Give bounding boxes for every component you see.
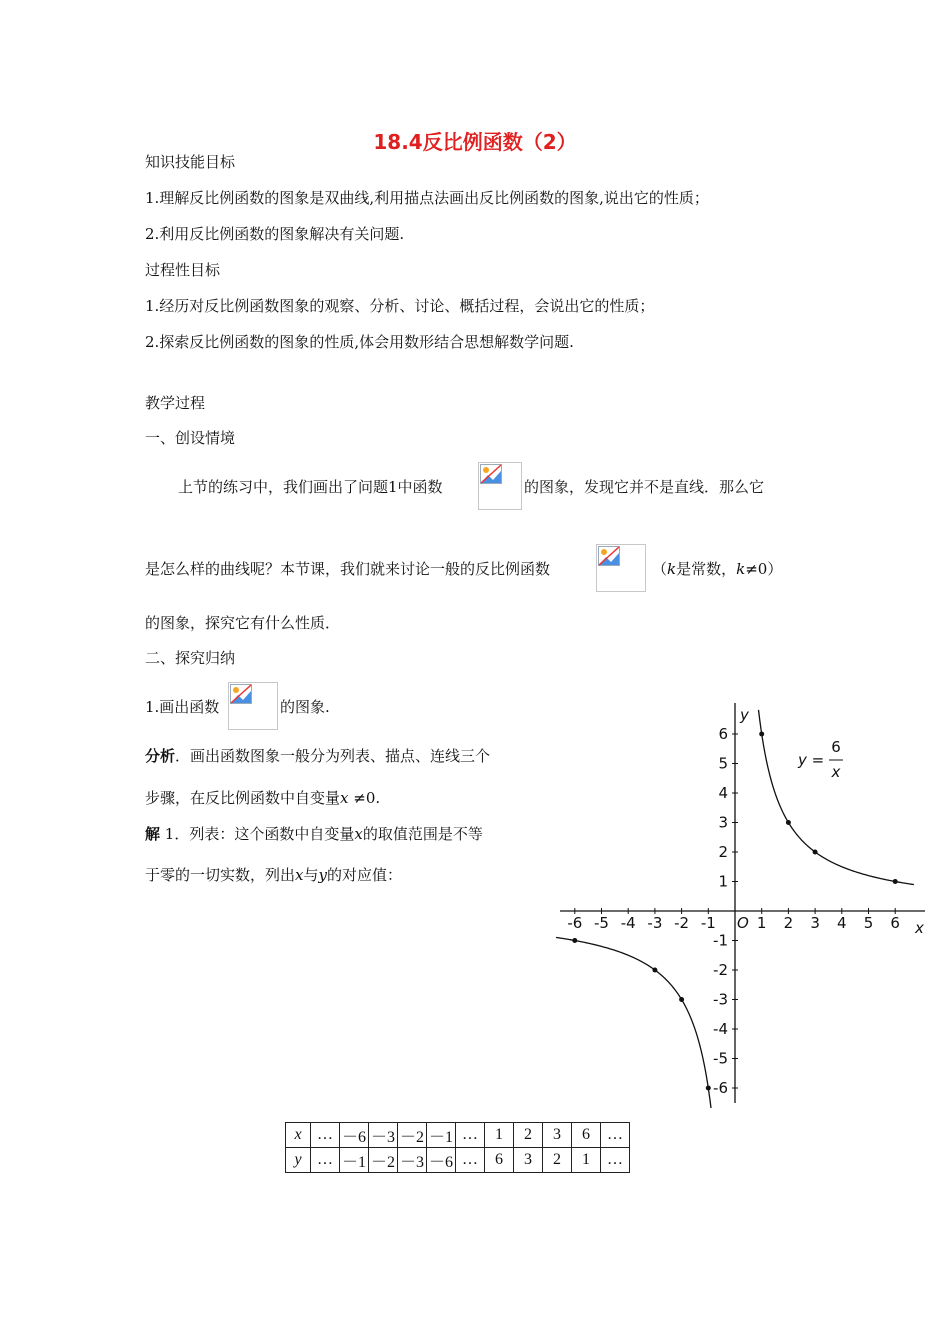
task-text-b: 的图象. bbox=[280, 698, 330, 716]
data-point bbox=[572, 938, 577, 943]
y-tick-label: -1 bbox=[713, 931, 728, 950]
y-tick-label: -4 bbox=[713, 1020, 728, 1038]
solution-line-2: 于零的一切实数，列出x与y的对应值： bbox=[145, 866, 402, 884]
knowledge-goal-2: 2.利用反比例函数的图象解决有关问题. bbox=[145, 225, 405, 243]
section1-line1-b: 的图象，发现它并不是直线．那么它 bbox=[524, 478, 765, 496]
formula-image-placeholder bbox=[228, 682, 278, 730]
equation-lhs: y = bbox=[798, 751, 825, 769]
table-x-label: x bbox=[286, 1123, 311, 1148]
table-y-label: y bbox=[286, 1148, 311, 1173]
task-text-a: 1.画出函数 bbox=[145, 698, 220, 716]
table-x-cell: －6 bbox=[340, 1123, 369, 1148]
x-tick-label: -6 bbox=[567, 914, 583, 932]
data-point bbox=[706, 1086, 711, 1091]
analysis-line-1: 分析．画出函数图象一般分为列表、描点、连线三个 bbox=[145, 747, 491, 765]
section1-line2-a: 是怎么样的曲线呢？本节课，我们就来讨论一般的反比例函数 bbox=[145, 560, 551, 578]
equation-denominator: x bbox=[831, 763, 841, 781]
curve-branch-negative bbox=[556, 937, 711, 1108]
y-tick-label: 3 bbox=[718, 813, 728, 832]
analysis-line-2: 步骤，在反比例函数中自变量x ≠0. bbox=[145, 789, 381, 807]
process-goal-2: 2.探索反比例函数的图象的性质,体会用数形结合思想解数学问题. bbox=[145, 333, 574, 351]
y-tick-label: -2 bbox=[713, 961, 728, 979]
table-y-cell: －1 bbox=[340, 1148, 369, 1173]
table-y-cell: … bbox=[456, 1148, 485, 1173]
x-tick-label: -5 bbox=[594, 914, 609, 932]
knowledge-goals-heading: 知识技能目标 bbox=[145, 153, 236, 171]
data-point bbox=[893, 879, 898, 884]
y-tick-label: -6 bbox=[713, 1079, 728, 1097]
y-tick-label: 5 bbox=[718, 754, 728, 773]
page-title: 18.4反比例函数（2） bbox=[373, 130, 577, 154]
x-tick-label: -4 bbox=[620, 914, 636, 932]
table-x-cell: … bbox=[601, 1123, 630, 1148]
table-y-cell: … bbox=[601, 1148, 630, 1173]
section2-heading: 二、探究归纳 bbox=[145, 649, 236, 667]
y-tick-label: -5 bbox=[713, 1049, 728, 1068]
x-axis-label: x bbox=[915, 919, 924, 937]
equation-numerator: 6 bbox=[831, 738, 841, 756]
table-x-cell: 3 bbox=[543, 1123, 572, 1148]
hyperbola-graph bbox=[555, 698, 930, 1108]
table-y-cell: 3 bbox=[514, 1148, 543, 1173]
curve-branch-positive bbox=[759, 710, 914, 885]
value-table bbox=[285, 1122, 630, 1173]
table-y-cell: 2 bbox=[543, 1148, 572, 1173]
x-tick-label: -2 bbox=[674, 914, 690, 932]
y-axis-label: y bbox=[740, 706, 749, 724]
section1-line1-a: 上节的练习中，我们画出了问题1中函数 bbox=[178, 478, 443, 496]
y-tick-label: 1 bbox=[718, 872, 728, 891]
broken-image-icon bbox=[480, 464, 502, 484]
table-x-cell: … bbox=[456, 1123, 485, 1148]
section1-line3: 的图象，探究它有什么性质． bbox=[145, 614, 341, 632]
table-y-cell: … bbox=[311, 1148, 340, 1173]
y-tick-label: 4 bbox=[718, 784, 728, 802]
process-goals-heading: 过程性目标 bbox=[145, 261, 221, 279]
x-tick-label: -1 bbox=[700, 914, 716, 932]
table-y-cell: －6 bbox=[427, 1148, 456, 1173]
table-y-cell: －3 bbox=[398, 1148, 427, 1173]
x-tick-label: 2 bbox=[783, 914, 794, 932]
x-tick-label: -3 bbox=[647, 914, 663, 932]
table-x-cell: －2 bbox=[398, 1123, 427, 1148]
data-point bbox=[652, 968, 657, 973]
broken-image-icon bbox=[230, 684, 252, 704]
section1-line2-b: （k是常数，k≠0） bbox=[652, 560, 783, 578]
broken-image-icon bbox=[598, 546, 620, 566]
formula-image-placeholder bbox=[596, 544, 646, 592]
x-tick-label: 6 bbox=[890, 914, 900, 932]
x-tick-label: 5 bbox=[863, 914, 874, 932]
process-goal-1: 1.经历对反比例函数图象的观察、分析、讨论、概括过程，会说出它的性质； bbox=[145, 297, 655, 315]
table-x-cell: 2 bbox=[514, 1123, 543, 1148]
data-point bbox=[813, 850, 818, 855]
table-y-cell: 6 bbox=[485, 1148, 514, 1173]
y-tick-label: 6 bbox=[718, 725, 728, 743]
solution-line-1: 解 1．列表：这个函数中自变量x的取值范围是不等 bbox=[145, 825, 483, 843]
y-tick-label: 2 bbox=[718, 843, 728, 861]
knowledge-goal-1: 1.理解反比例函数的图象是双曲线,利用描点法画出反比例函数的图象,说出它的性质； bbox=[145, 189, 709, 207]
y-tick-label: -3 bbox=[713, 990, 728, 1009]
data-point bbox=[759, 732, 764, 737]
table-x-cell: 6 bbox=[572, 1123, 601, 1148]
data-point bbox=[679, 997, 684, 1002]
table-y-cell: 1 bbox=[572, 1148, 601, 1173]
x-tick-label: 3 bbox=[810, 914, 820, 932]
table-x-cell: －1 bbox=[427, 1123, 456, 1148]
formula-image-placeholder bbox=[478, 462, 522, 510]
table-x-cell: 1 bbox=[485, 1123, 514, 1148]
section1-heading: 一、创设情境 bbox=[145, 429, 236, 447]
table-x-cell: －3 bbox=[369, 1123, 398, 1148]
table-y-cell: －2 bbox=[369, 1148, 398, 1173]
origin-label: O bbox=[737, 914, 749, 932]
teaching-process-heading: 教学过程 bbox=[145, 394, 206, 412]
table-x-cell: … bbox=[311, 1123, 340, 1148]
x-tick-label: 1 bbox=[756, 914, 767, 932]
x-tick-label: 4 bbox=[837, 914, 847, 932]
data-point bbox=[786, 820, 791, 825]
